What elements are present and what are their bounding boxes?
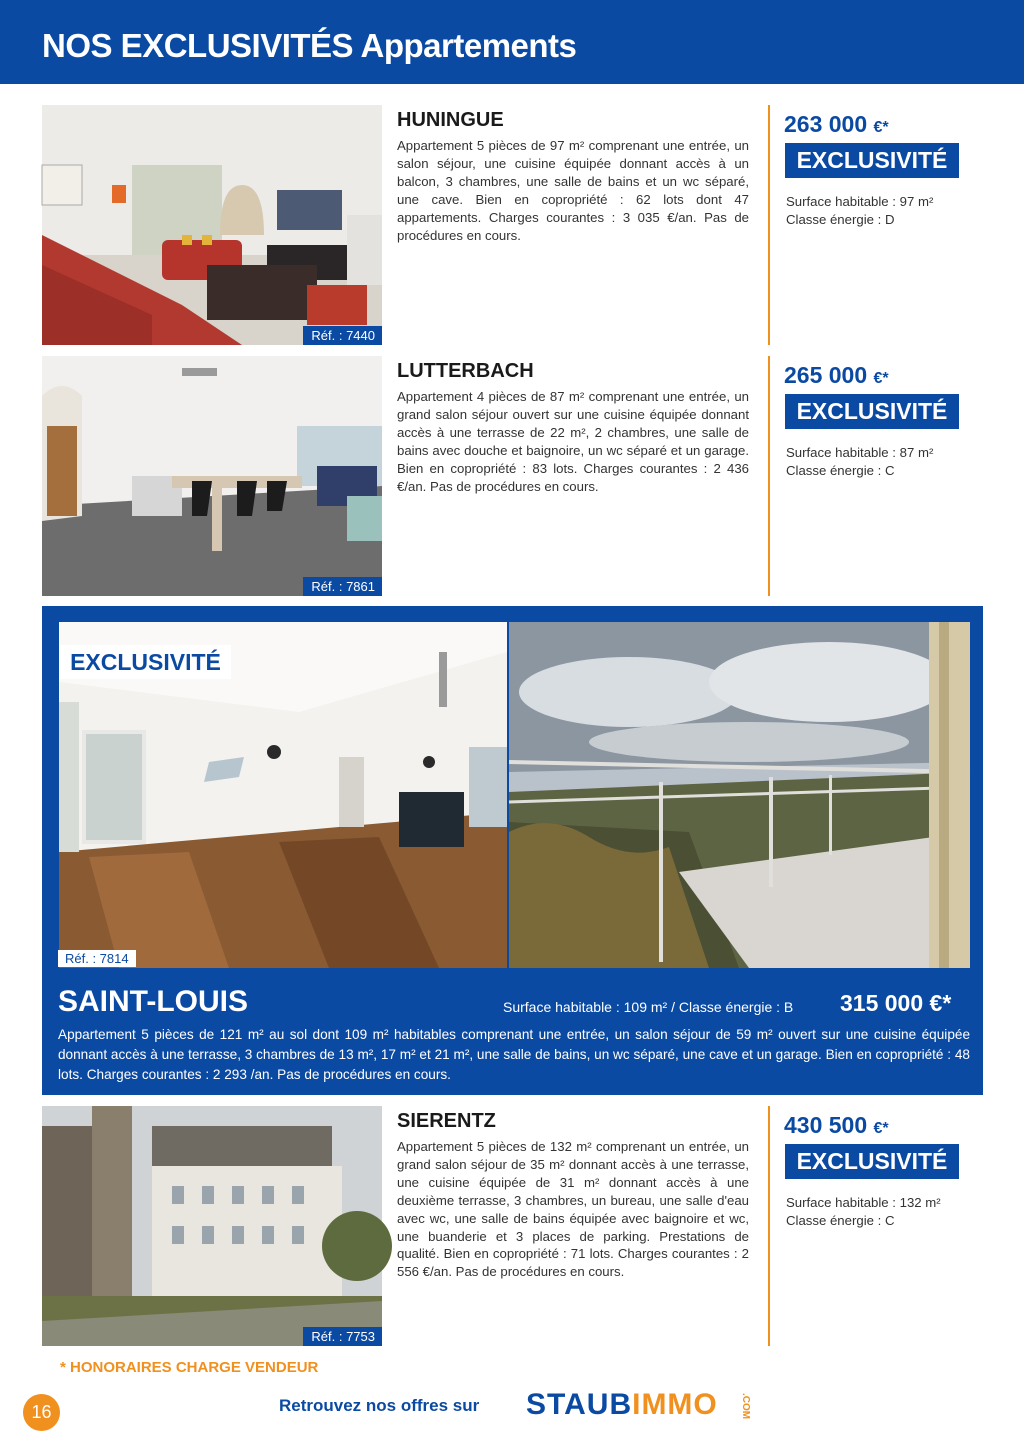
staubimmo-logo[interactable]	[526, 1388, 718, 1422]
offers-text: Retrouvez nos offres sur	[279, 1396, 480, 1415]
energy-class-text: Classe énergie : D	[786, 212, 895, 227]
page-header	[0, 0, 1024, 84]
exclusivite-badge: EXCLUSIVITÉ	[60, 645, 231, 679]
featured-specs: Surface habitable : 109 m² / Classe énergie : B	[503, 999, 794, 1015]
surface-text: Surface habitable : 87 m²	[786, 445, 934, 460]
price-value: 265 000	[784, 362, 868, 388]
logo-com-text: .COM	[740, 1393, 751, 1420]
reference-label: Réf. : 7753	[303, 1327, 382, 1346]
surface-text: Surface habitable : 132 m²	[786, 1195, 941, 1210]
page-number: 16	[23, 1394, 60, 1431]
fees-note: * HONORAIRES CHARGE VENDEUR	[60, 1359, 319, 1376]
listing-description: Appartement 4 pièces de 87 m² comprenant une entrée, un grand salon séjour ouvert sur une cuisine équipée donnant accès à une terrasse de 22 m², 2 chambres, une salle de bains avec douche et baignoire, un wc séparé et un garage. Bien en copropriété : 83 lots. Charges courantes : 2 436 €/an. Pas de procédures en cours.	[397, 389, 749, 494]
logo-part-immo: IMMO	[632, 1388, 718, 1421]
listing-photo[interactable]	[42, 1106, 382, 1346]
featured-city: SAINT-LOUIS	[58, 985, 249, 1018]
listing-city: SIERENTZ	[397, 1110, 496, 1132]
featured-price: 315 000 €*	[840, 990, 952, 1016]
price-suffix: €*	[873, 370, 889, 387]
listing-price	[784, 111, 889, 138]
logo-com-mark	[734, 1393, 751, 1421]
page-title: NOS EXCLUSIVITÉS Appartements	[42, 27, 577, 64]
price-suffix: €*	[873, 1120, 889, 1137]
exclusivite-badge: EXCLUSIVITÉ	[785, 143, 959, 178]
listing-photo[interactable]	[42, 105, 382, 345]
listing-city: LUTTERBACH	[397, 360, 534, 382]
divider	[768, 356, 770, 596]
listing-price	[784, 362, 889, 389]
energy-class-text: Classe énergie : C	[786, 463, 895, 478]
price-value: 263 000	[784, 111, 868, 137]
price-value: 430 500	[784, 1112, 868, 1138]
exclusivite-badge: EXCLUSIVITÉ	[785, 394, 959, 429]
listing-description: Appartement 5 pièces de 97 m² comprenant une entrée, un salon séjour, une cuisine équipée donnant accès à un balcon, 3 chambres, une salle de bains et un wc séparé, une cave. Bien en copropriété : 62 lots dont 47 appartements. Charges courantes : 3 035 €/an. Pas de procédures en cours.	[397, 138, 749, 243]
surface-text: Surface habitable : 97 m²	[786, 194, 934, 209]
divider	[768, 1106, 770, 1346]
energy-class-text: Classe énergie : C	[786, 1213, 895, 1228]
exclusivite-badge: EXCLUSIVITÉ	[785, 1144, 959, 1179]
featured-listing[interactable]	[42, 606, 983, 1095]
reference-label: Réf. : 7861	[303, 577, 382, 596]
price-suffix: €*	[873, 119, 889, 136]
featured-description: Appartement 5 pièces de 121 m² au sol dont 109 m² habitables comprenant une entrée, un salon séjour de 59 m² ouvert sur une cuisine équipée donnant accès à une terrasse, 3 chambres de 13 m², 17 m² et 21 m², une salle de bains, un wc séparé, une cave et un garage. Bien en copropriété : 48 lots. Charges courantes : 2 293 /an. Pas de procédures en cours.	[58, 1027, 970, 1082]
divider	[768, 105, 770, 345]
listing-price	[784, 1112, 889, 1139]
reference-label: Réf. : 7440	[303, 326, 382, 345]
listing-description: Appartement 5 pièces de 132 m² comprenant un entrée, un grand salon séjour de 35 m² donnant accès à une terrasse, une cuisine équipée de 31 m² donnant accès à une deuxième terrasse, 3 chambres, un bureau, une salle d'eau avec wc, une salle de bains équipée avec baignoire et wc, une buanderie et 3 places de parking. Prestations de qualité. Bien en copropriété : 71 lots. Charges courantes : 2 556 €/an. Pas de procédures en cours.	[397, 1139, 749, 1280]
listing-photo[interactable]	[42, 356, 382, 596]
featured-photo-terrace[interactable]	[509, 622, 970, 968]
reference-label: Réf. : 7814	[58, 950, 136, 967]
listing-city: HUNINGUE	[397, 109, 504, 131]
logo-part-staub: STAUB	[526, 1388, 633, 1421]
